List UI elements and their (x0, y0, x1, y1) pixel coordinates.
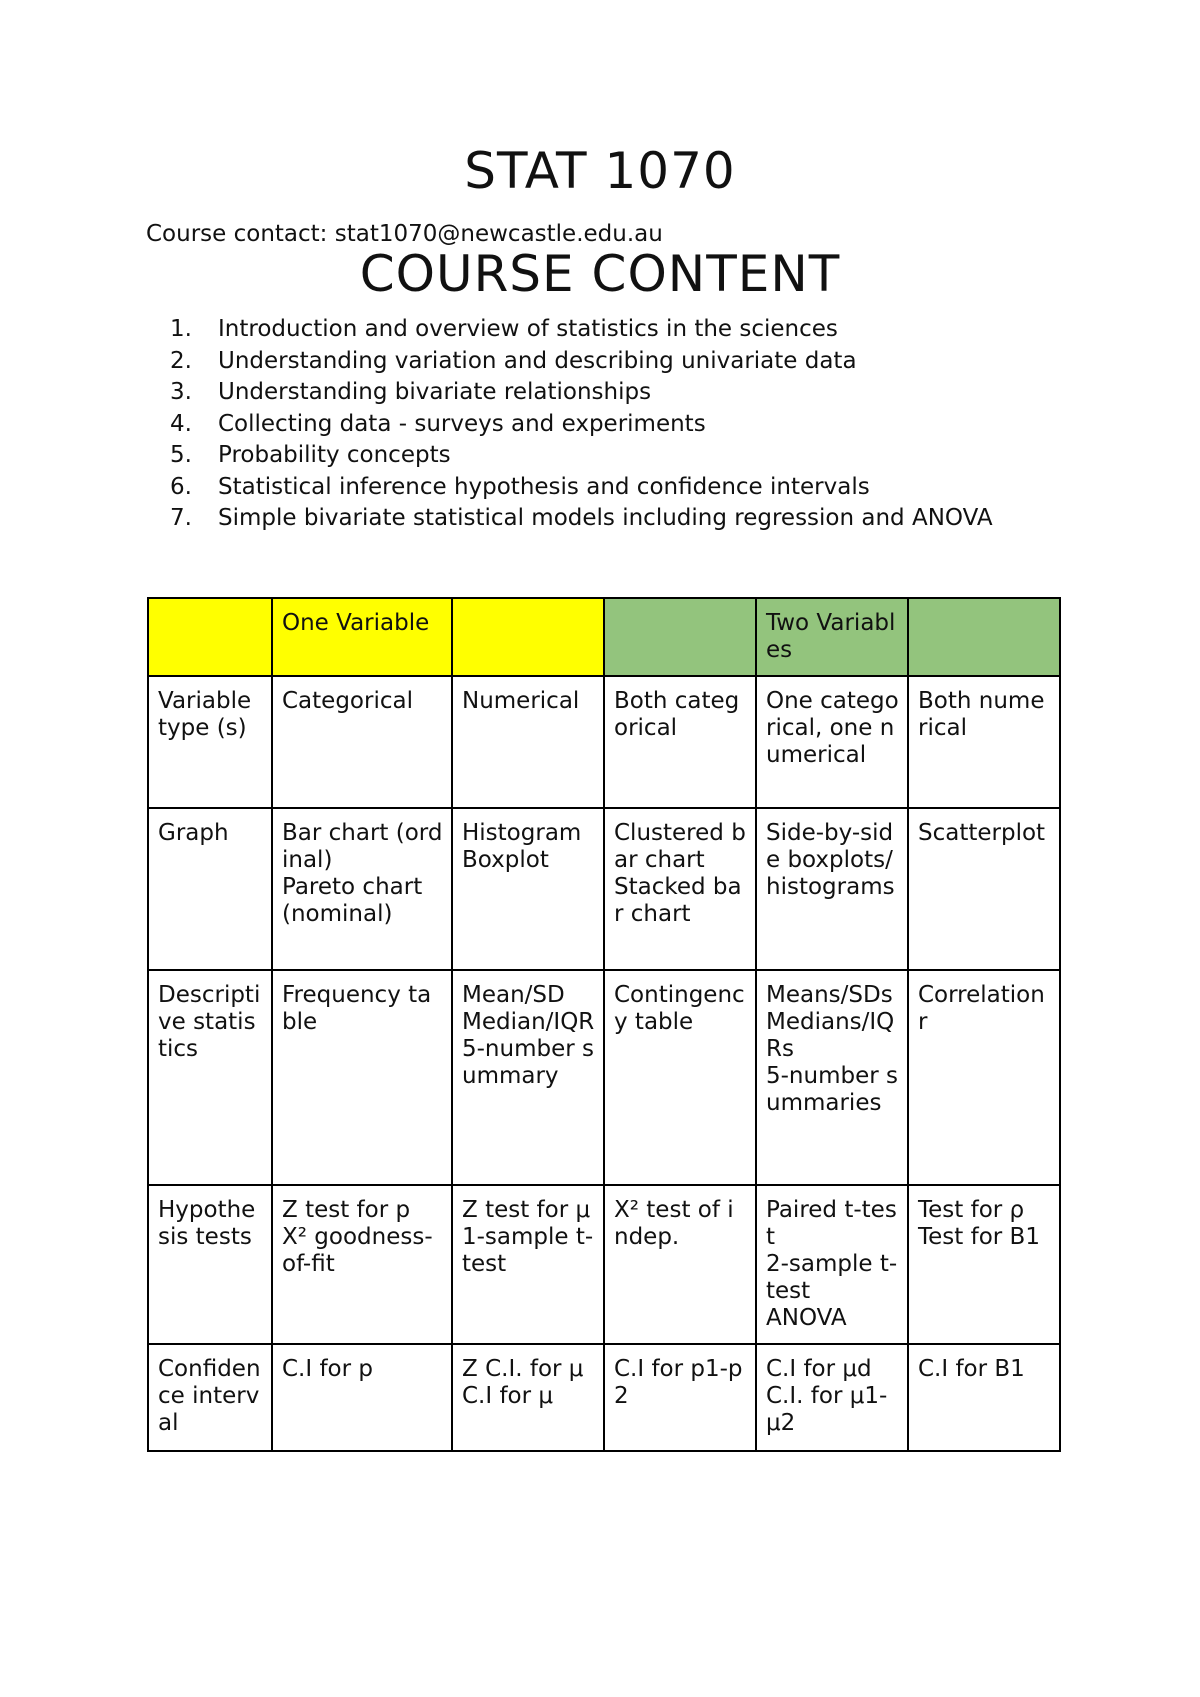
cell-line: Both categorical (614, 688, 740, 741)
list-item-number: 4. (170, 410, 192, 437)
table-cell (604, 970, 756, 1185)
cell-line: C.I for p1-p2 (614, 1356, 743, 1409)
table-cell (272, 808, 452, 970)
list-item-number: 2. (170, 347, 192, 374)
header-two-variables: Two Variables (756, 598, 908, 676)
cell-line: Numerical (462, 688, 580, 714)
list-item-number: 3. (170, 379, 192, 405)
table-cell (272, 1344, 452, 1451)
cell-line: Mean/SD (462, 982, 565, 1008)
table-cell (908, 676, 1060, 808)
header-cell-empty (604, 598, 756, 676)
cell-line: Frequency table (282, 982, 432, 1035)
cell-line: Stacked bar chart (614, 874, 742, 927)
cell-line: C.I for μd (766, 1356, 872, 1382)
list-item (170, 314, 1030, 346)
cell-line: Test for ρ (918, 1197, 1025, 1223)
header-cell-empty (452, 598, 604, 676)
table-cell (756, 970, 908, 1185)
table-cell (452, 676, 604, 808)
list-item-number: 6. (170, 473, 192, 500)
list-item (170, 346, 1030, 378)
table-cell (272, 676, 452, 808)
row-label: Descriptive statistics (148, 970, 272, 1185)
cell-line: Correlation r (918, 982, 1045, 1035)
list-item (170, 409, 1030, 441)
cell-line: Median/IQR (462, 1009, 595, 1035)
cell-line: C.I for p (282, 1356, 374, 1382)
cell-line: C.I for μ (462, 1383, 554, 1409)
table-cell (604, 808, 756, 970)
row-label: Variable type (s) (148, 676, 272, 808)
list-item-text: Statistical inference hypothesis and confidence intervals (218, 473, 870, 500)
list-item-number: 1. (170, 316, 192, 342)
table-cell (908, 808, 1060, 970)
row-label: Graph (148, 808, 272, 970)
cell-line: 1-sample t-test (462, 1224, 594, 1277)
cell-line: Bar chart (ordinal) (282, 820, 443, 873)
cell-line: Means/SDs (766, 982, 893, 1008)
list-item-number: 5. (170, 442, 192, 468)
table-cell (452, 970, 604, 1185)
table-cell (908, 970, 1060, 1185)
table-row (148, 970, 1060, 1185)
table-cell (604, 1185, 756, 1344)
cell-line: Paired t-test (766, 1197, 897, 1250)
list-item-text: Collecting data - surveys and experiments (218, 410, 706, 437)
table-row (148, 676, 1060, 808)
cell-line: Test for B1 (918, 1224, 1040, 1250)
cell-line: Side-by-side boxplots/ histograms (766, 820, 895, 900)
course-content-list (170, 314, 1030, 535)
section-heading: COURSE CONTENT (359, 245, 841, 303)
table-cell (272, 970, 452, 1185)
table-row (148, 1185, 1060, 1344)
cell-line: 5-number summaries (766, 1063, 898, 1116)
table-cell (452, 808, 604, 970)
cell-line: X² test of indep. (614, 1197, 734, 1250)
row-label: Hypothesis tests (148, 1185, 272, 1344)
header-cell-empty (908, 598, 1060, 676)
list-item (170, 377, 1030, 409)
header-cell-empty (148, 598, 272, 676)
cell-line: Histogram (462, 820, 582, 846)
table-cell (908, 1344, 1060, 1451)
cell-line: One categorical, one numerical (766, 688, 899, 768)
cell-line: Clustered bar chart (614, 820, 746, 873)
cell-line: Z test for μ (462, 1197, 591, 1223)
cell-line: Pareto chart (nominal) (282, 874, 423, 927)
list-item-text: Probability concepts (218, 442, 451, 468)
cell-line: Z C.I. for μ (462, 1356, 584, 1382)
cell-line: Boxplot (462, 847, 549, 873)
row-label: Confidence interval (148, 1344, 272, 1451)
cell-line: X² goodness-of-fit (282, 1224, 433, 1277)
cell-line: Medians/IQRs (766, 1009, 895, 1062)
table-cell (452, 1185, 604, 1344)
cell-line: Z test for p (282, 1197, 411, 1223)
list-item (170, 472, 1030, 504)
list-item-text: Understanding variation and describing univariate data (218, 347, 857, 374)
course-contact: Course contact: stat1070@newcastle.edu.au (146, 221, 663, 247)
table-cell (756, 1344, 908, 1451)
table-header-row (148, 598, 1060, 676)
cell-line: C.I. for μ1-μ2 (766, 1383, 888, 1436)
table-cell (756, 676, 908, 808)
cell-line: C.I for B1 (918, 1356, 1025, 1382)
cell-line: Both numerical (918, 688, 1045, 741)
table-row (148, 808, 1060, 970)
cell-line: Scatterplot (918, 820, 1046, 846)
document-title: STAT 1070 (464, 142, 736, 200)
table-cell (452, 1344, 604, 1451)
list-item (170, 503, 1030, 535)
methods-summary-table (147, 597, 1061, 1452)
header-one-variable: One Variable (272, 598, 452, 676)
table-cell (604, 1344, 756, 1451)
cell-line: 5-number summary (462, 1036, 594, 1089)
cell-line: Categorical (282, 688, 413, 714)
list-item-number: 7. (170, 505, 192, 531)
table-cell (756, 808, 908, 970)
cell-line: 2-sample t-test (766, 1251, 898, 1304)
table-cell (604, 676, 756, 808)
table-cell (756, 1185, 908, 1344)
table-cell (908, 1185, 1060, 1344)
list-item-text: Simple bivariate statistical models including regression and ANOVA (218, 505, 993, 531)
cell-line: ANOVA (766, 1305, 847, 1331)
list-item-text: Introduction and overview of statistics in the sciences (218, 316, 838, 342)
table-body (148, 598, 1060, 1451)
table-row (148, 1344, 1060, 1451)
list-item (170, 440, 1030, 472)
cell-line: Contingency table (614, 982, 745, 1035)
list-item-text: Understanding bivariate relationships (218, 379, 652, 405)
table-cell (272, 1185, 452, 1344)
